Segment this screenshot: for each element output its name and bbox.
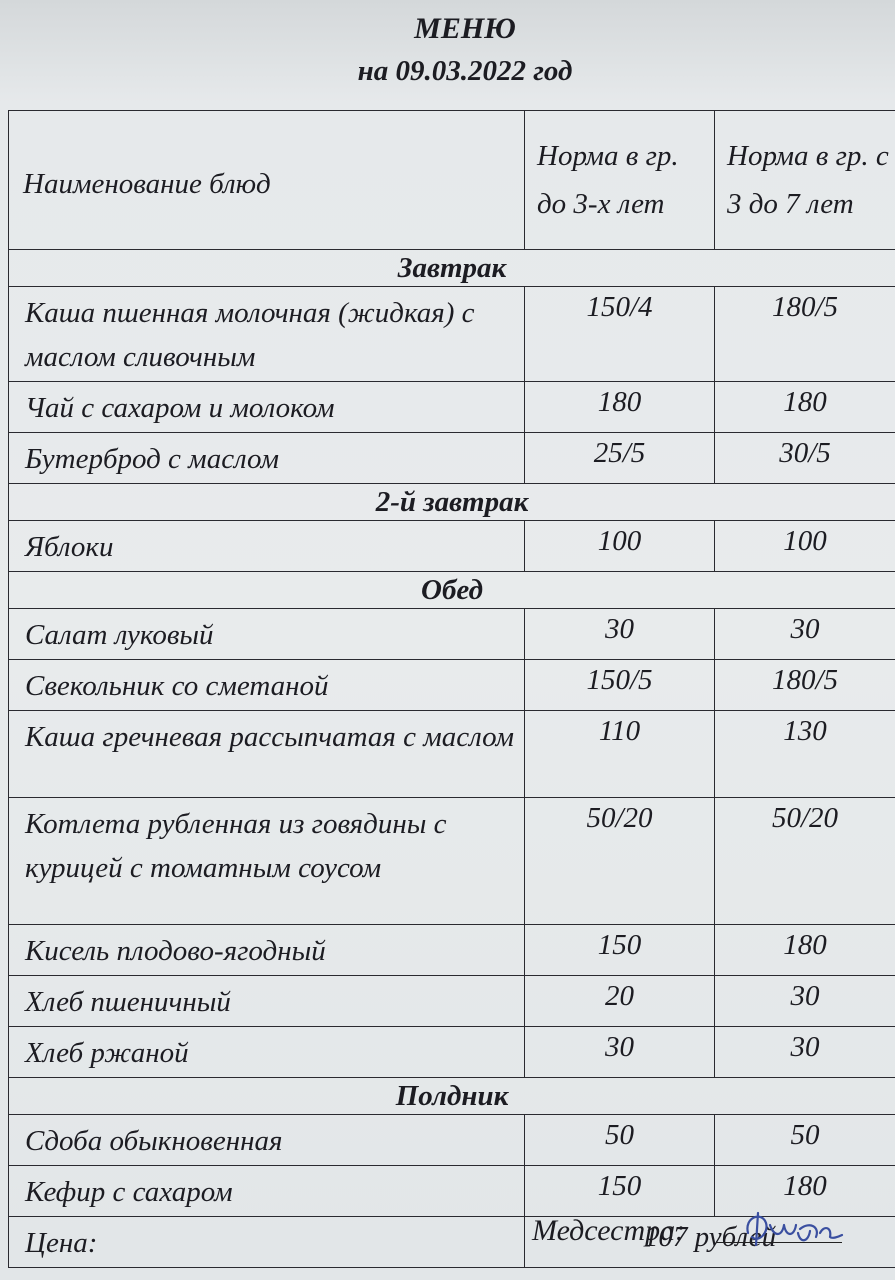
- table-row: [9, 382, 895, 433]
- column-header-under3: Норма в гр. до 3-х лет: [525, 111, 715, 250]
- table-row: [9, 287, 895, 382]
- dish-name: Бутерброд с маслом: [9, 433, 525, 484]
- dish-name: Каша пшенная молочная (жидкая) с маслом сливочным: [9, 287, 525, 382]
- section-header-row: [9, 250, 895, 287]
- menu-title: МЕНЮ: [414, 12, 516, 45]
- table-row: [9, 976, 895, 1027]
- column-header-dish: Наименование блюд: [9, 111, 525, 250]
- portion-under3: 150/4: [525, 287, 715, 382]
- table-row: [9, 1115, 895, 1166]
- price-label: Цена:: [9, 1217, 525, 1268]
- section-header-row: [9, 1078, 895, 1115]
- portion-under3: 150: [525, 1166, 715, 1217]
- portion-3to7: 30: [715, 976, 895, 1027]
- section-title: 2-й завтрак: [9, 484, 895, 521]
- handwritten-signature: [736, 1203, 846, 1253]
- menu-date: на 09.03.2022 год: [357, 55, 573, 87]
- portion-3to7: 130: [715, 711, 895, 798]
- table-header-row: [9, 111, 895, 250]
- dish-name: Сдоба обыкновенная: [9, 1115, 525, 1166]
- dish-name: Свекольник со сметаной: [9, 660, 525, 711]
- dish-name: Котлета рубленная из говядины с курицей с томатным соусом: [9, 798, 525, 925]
- portion-under3: 30: [525, 1027, 715, 1078]
- price-value: 107 рублей: [525, 1217, 895, 1268]
- portion-3to7: 100: [715, 521, 895, 572]
- table-row: [9, 1027, 895, 1078]
- portion-3to7: 180/5: [715, 287, 895, 382]
- column-header-3to7: Норма в гр. с 3 до 7 лет: [715, 111, 895, 250]
- table-row: [9, 711, 895, 798]
- section-title: Полдник: [9, 1078, 895, 1115]
- portion-under3: 150: [525, 925, 715, 976]
- portion-under3: 25/5: [525, 433, 715, 484]
- table-row: [9, 798, 895, 925]
- portion-3to7: 30/5: [715, 433, 895, 484]
- portion-under3: 50/20: [525, 798, 715, 925]
- table-row: [9, 609, 895, 660]
- dish-name: Салат луковый: [9, 609, 525, 660]
- portion-under3: 150/5: [525, 660, 715, 711]
- table-row: [9, 660, 895, 711]
- dish-name: Кефир с сахаром: [9, 1166, 525, 1217]
- portion-3to7: 180: [715, 1166, 895, 1217]
- dish-name: Чай с сахаром и молоком: [9, 382, 525, 433]
- table-row: [9, 925, 895, 976]
- portion-under3: 180: [525, 382, 715, 433]
- section-header-row: [9, 572, 895, 609]
- portion-under3: 110: [525, 711, 715, 798]
- nurse-label: Медсестра:: [532, 1214, 686, 1247]
- portion-3to7: 50: [715, 1115, 895, 1166]
- section-header-row: [9, 484, 895, 521]
- table-row: [9, 433, 895, 484]
- table-row: [9, 521, 895, 572]
- section-title: Завтрак: [9, 250, 895, 287]
- portion-3to7: 30: [715, 1027, 895, 1078]
- portion-3to7: 180: [715, 382, 895, 433]
- portion-3to7: 50/20: [715, 798, 895, 925]
- portion-3to7: 180/5: [715, 660, 895, 711]
- portion-3to7: 180: [715, 925, 895, 976]
- portion-under3: 20: [525, 976, 715, 1027]
- dish-name: Хлеб ржаной: [9, 1027, 525, 1078]
- portion-under3: 100: [525, 521, 715, 572]
- dish-name: Хлеб пшеничный: [9, 976, 525, 1027]
- portion-under3: 30: [525, 609, 715, 660]
- dish-name: Каша гречневая рассыпчатая с маслом: [9, 711, 525, 798]
- portion-under3: 50: [525, 1115, 715, 1166]
- portion-3to7: 30: [715, 609, 895, 660]
- dish-name: Яблоки: [9, 521, 525, 572]
- dish-name: Кисель плодово-ягодный: [9, 925, 525, 976]
- menu-table: [8, 110, 895, 1268]
- section-title: Обед: [9, 572, 895, 609]
